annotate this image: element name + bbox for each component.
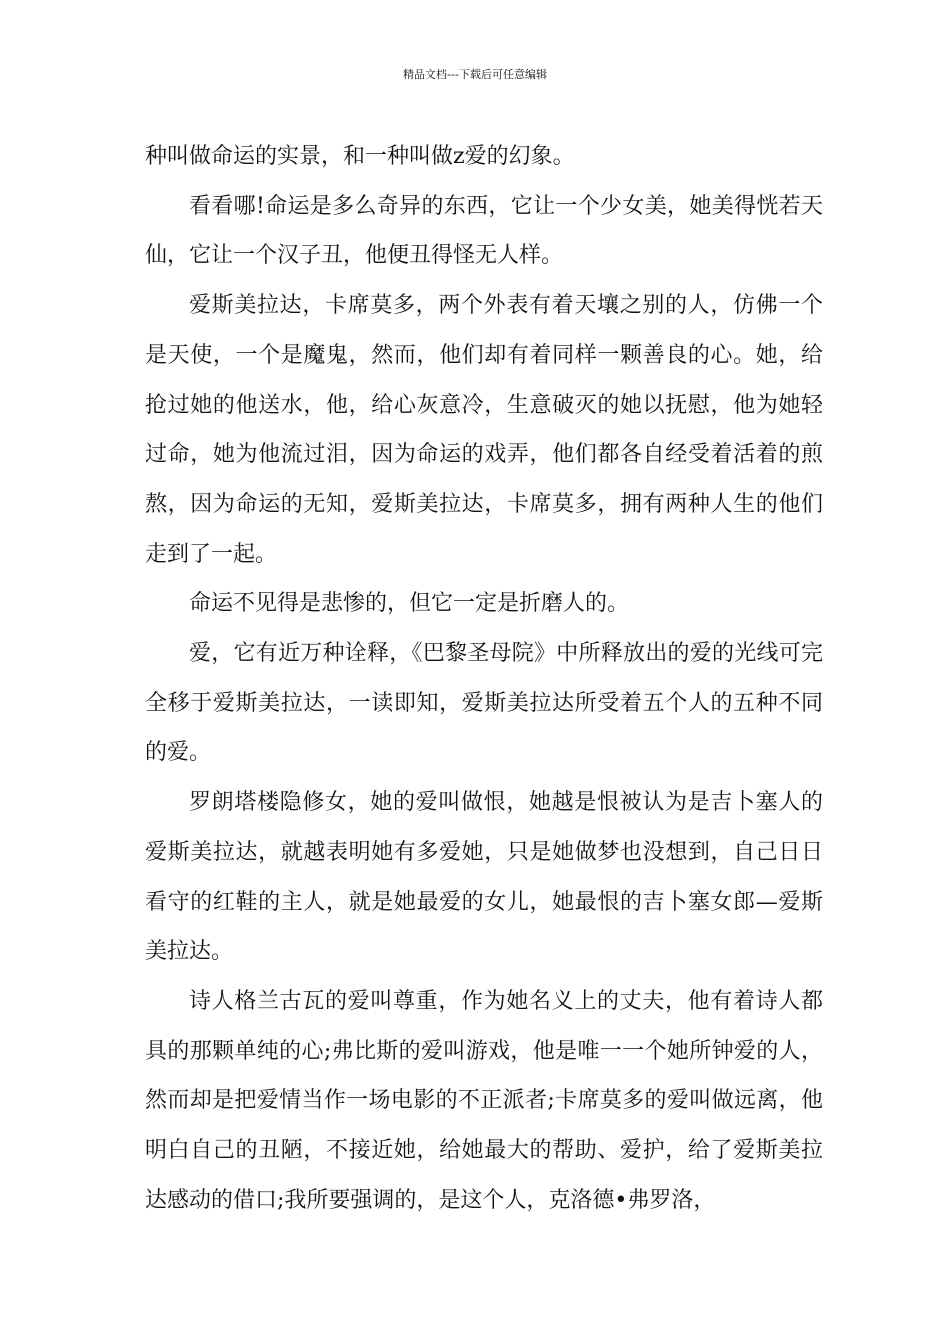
paragraph: 爱，它有近万种诠释，《巴黎圣母院》中所释放出的爱的光线可完全移于爱斯美拉达，一读即知，爱斯美拉达所受着五个人的五种不同的爱。 xyxy=(145,641,823,766)
paragraph: 看看哪!命运是多么奇异的东西，它让一个少女美，她美得恍若天仙，它让一个汉子丑，他便丑得怪无人样。 xyxy=(145,193,823,269)
paragraph: 爱斯美拉达，卡席莫多，两个外表有着天壤之别的人，仿佛一个是天使，一个是魔鬼，然而，他们却有着同样一颗善良的心。她，给抢过她的他送水，他，给心灰意冷，生意破灭的她以抚慰，他为她轻过命，她为他流过泪，因为命运的戏弄，他们都各自经受着活着的煎熬，因为命运的无知，爱斯美拉达，卡席莫多，拥有两种人生的他们走到了一起。 xyxy=(145,293,823,567)
paragraph: 命运不见得是悲惨的，但它一定是折磨人的。 xyxy=(189,591,630,617)
paragraph: 诗人格兰古瓦的爱叫尊重，作为她名义上的丈夫，他有着诗人都具的那颗单纯的心;弗比斯的爱叫游戏，他是唯一一个她所钟爱的人，然而却是把爱情当作一场电影的不正派者;卡席莫多的爱叫做远离，他明白自己的丑陋，不接近她，给她最大的帮助、爱护，给了爱斯美拉达感动的借口;我所要强调的，是这个人，克洛德•弗罗洛， xyxy=(145,988,823,1213)
page-header: 精品文档---下载后可任意编辑 xyxy=(403,68,547,81)
paragraph: 罗朗塔楼隐修女，她的爱叫做恨，她越是恨被认为是吉卜塞人的爱斯美拉达，就越表明她有多爱她，只是她做梦也没想到，自己日日看守的红鞋的主人，就是她最爱的女儿，她最恨的吉卜塞女郎—爱斯美拉达。 xyxy=(145,790,823,965)
document-body xyxy=(145,132,823,1225)
paragraph-continuation: 种叫做命运的实景，和一种叫做z爱的幻象。 xyxy=(145,144,575,169)
